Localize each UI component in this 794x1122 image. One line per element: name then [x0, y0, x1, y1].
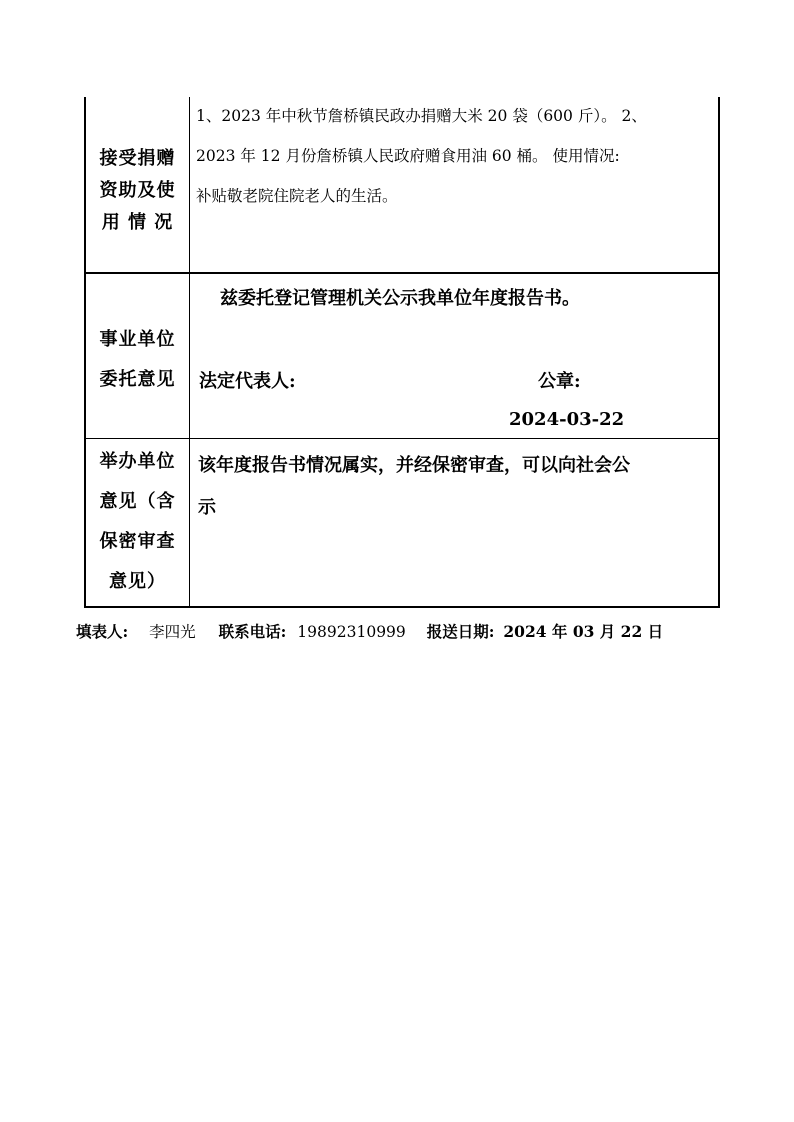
sponsor-opinion-line: 示 — [198, 497, 216, 518]
filler-name: 李四光 — [149, 623, 196, 641]
entrust-date: 2024-03-22 — [509, 409, 625, 430]
donation-label-line: 接受捐赠 — [99, 148, 176, 169]
sponsor-label-line: 意见） — [109, 571, 166, 592]
phone-number: 19892310999 — [297, 623, 406, 641]
report-date: 2024 年 03 月 22 日 — [503, 622, 664, 641]
footer — [76, 620, 663, 642]
donation-label-line: 资助及使 — [99, 180, 176, 201]
sponsor-label-line: 意见（含 — [99, 491, 176, 512]
entrust-label-line: 委托意见 — [99, 369, 176, 390]
entrust-label — [86, 324, 189, 396]
entrust-statement: 兹委托登记管理机关公示我单位年度报告书。 — [220, 288, 580, 309]
donation-line: 2023 年 12 月份詹桥镇人民政府赠食用油 60 桶。 使用情况: — [196, 147, 620, 165]
sponsor-opinion — [198, 449, 712, 524]
row-divider — [86, 438, 718, 439]
donation-label-line: 用 情 况 — [101, 212, 174, 233]
filler-label: 填表人: — [76, 622, 129, 641]
report-table — [84, 97, 720, 608]
donation-content — [196, 101, 712, 212]
donation-line: 1、2023 年中秋节詹桥镇民政办捐赠大米 20 袋（600 斤）。 2、 — [196, 107, 647, 125]
seal-label: 公章: — [538, 371, 581, 392]
report-date-label: 报送日期: — [426, 622, 495, 641]
sponsor-opinion-line: 该年度报告书情况属实，并经保密审查，可以向社会公 — [198, 455, 630, 476]
row-divider — [86, 272, 718, 274]
column-divider — [189, 97, 190, 606]
sponsor-label-line: 保密审查 — [99, 531, 176, 552]
entrust-label-line: 事业单位 — [99, 329, 176, 350]
sponsor-label — [86, 446, 189, 598]
sponsor-label-line: 举办单位 — [99, 451, 176, 472]
donation-line: 补贴敬老院住院老人的生活。 — [196, 187, 398, 205]
donation-label — [86, 143, 189, 239]
legal-representative-label: 法定代表人: — [199, 371, 296, 392]
phone-label: 联系电话: — [218, 622, 287, 641]
